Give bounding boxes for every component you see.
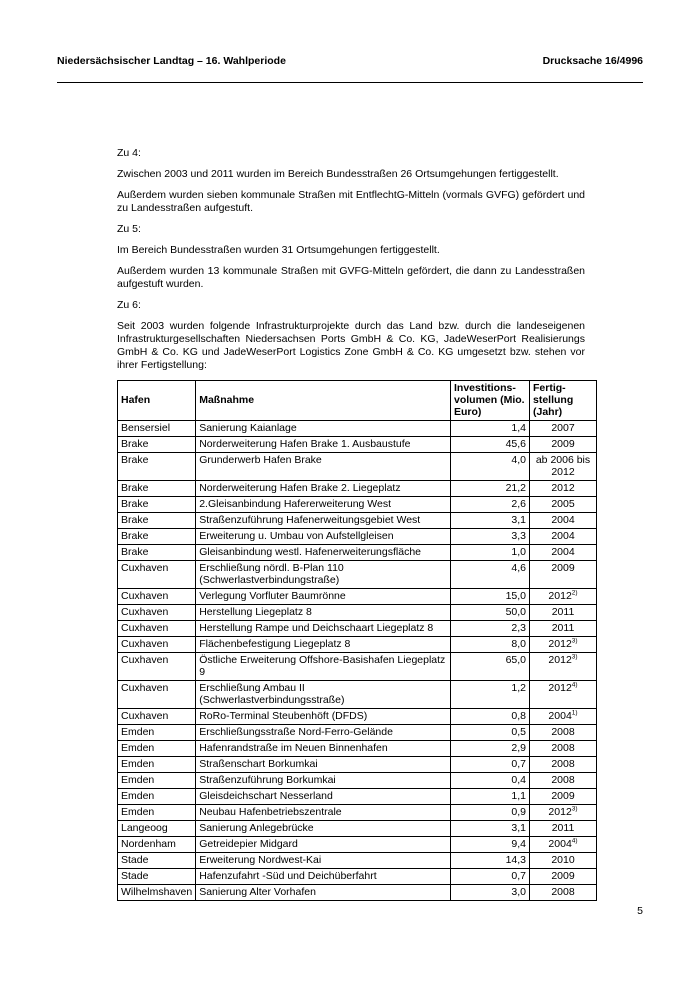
cell-fertigstellung-text: 2008 (551, 774, 575, 786)
cell-hafen (118, 821, 196, 837)
cell-massnahme-text: Erweiterung u. Umbau von Aufstellgleisen (199, 530, 394, 542)
footnote-marker: 3) (571, 805, 578, 813)
cell-investition (451, 561, 530, 589)
table-header-row (118, 381, 597, 421)
cell-fertigstellung-text: 2009 (551, 790, 575, 802)
cell-hafen (118, 437, 196, 453)
cell-fertigstellung-text: 2008 (551, 886, 575, 898)
column-header-investition: Investitions-volumen (Mio. Euro) (451, 381, 530, 421)
cell-fertigstellung (530, 621, 597, 637)
cell-hafen-text: Emden (121, 806, 155, 818)
footnote-marker: 4) (571, 837, 578, 845)
table-row (118, 789, 597, 805)
table-row (118, 605, 597, 621)
cell-fertigstellung (530, 589, 597, 605)
cell-investition-text: 4,0 (511, 454, 526, 466)
cell-hafen (118, 545, 196, 561)
cell-fertigstellung (530, 497, 597, 513)
table-row (118, 529, 597, 545)
cell-fertigstellung (530, 421, 597, 437)
table-row (118, 437, 597, 453)
cell-investition (451, 853, 530, 869)
cell-investition-text: 3,3 (511, 530, 526, 542)
table-row (118, 757, 597, 773)
cell-investition (451, 837, 530, 853)
cell-investition (451, 497, 530, 513)
cell-massnahme (196, 453, 451, 481)
cell-massnahme-text: Herstellung Liegeplatz 8 (199, 606, 312, 618)
cell-investition-text: 0,7 (511, 870, 526, 882)
cell-fertigstellung (530, 481, 597, 497)
cell-fertigstellung (530, 805, 597, 821)
cell-fertigstellung (530, 853, 597, 869)
cell-massnahme (196, 545, 451, 561)
cell-fertigstellung (530, 885, 597, 901)
cell-fertigstellung-text: ab 2006 bis 2012 (535, 454, 591, 478)
cell-hafen-text: Brake (121, 514, 149, 526)
cell-massnahme (196, 513, 451, 529)
cell-investition-text: 3,1 (511, 514, 526, 526)
cell-investition-text: 65,0 (505, 654, 526, 666)
cell-hafen (118, 421, 196, 437)
paragraph: Zu 4: (117, 147, 141, 159)
cell-massnahme-text: Gleisanbindung westl. Hafenerweiterungsfläche (199, 546, 422, 558)
cell-fertigstellung-text: 2004 (551, 546, 575, 558)
cell-massnahme (196, 757, 451, 773)
cell-massnahme-text: Gleisdeichschart Nesserland (199, 790, 333, 802)
cell-hafen-text: Cuxhaven (121, 710, 169, 722)
cell-hafen-text: Emden (121, 742, 155, 754)
cell-massnahme (196, 529, 451, 545)
cell-hafen-text: Brake (121, 498, 149, 510)
cell-massnahme (196, 789, 451, 805)
cell-fertigstellung-text: 2011 (551, 622, 575, 634)
cell-hafen (118, 453, 196, 481)
column-header-hafen: Hafen (118, 381, 196, 421)
cell-hafen (118, 481, 196, 497)
cell-investition (451, 805, 530, 821)
paragraph: Zu 5: (117, 223, 141, 235)
cell-investition (451, 621, 530, 637)
paragraph: Außerdem wurden sieben kommunale Straßen mit EntflechtG-Mitteln (vormals GVFG) gefördert und zu Landesstraßen aufgestuft. (117, 189, 585, 214)
cell-massnahme-text: Flächenbefestigung Liegeplatz 8 (199, 638, 351, 650)
cell-hafen (118, 789, 196, 805)
cell-hafen-text: Langeoog (121, 822, 168, 834)
cell-massnahme (196, 497, 451, 513)
cell-investition (451, 605, 530, 621)
cell-fertigstellung-text: 2012 (548, 638, 572, 650)
cell-hafen-text: Brake (121, 530, 149, 542)
cell-massnahme (196, 709, 451, 725)
cell-massnahme (196, 605, 451, 621)
cell-investition (451, 529, 530, 545)
cell-investition (451, 741, 530, 757)
cell-massnahme-text: Herstellung Rampe und Deichschaart Liegeplatz 8 (199, 622, 434, 634)
cell-fertigstellung-text: 2012 (548, 682, 572, 694)
header-title: Niedersächsischer Landtag – 16. Wahlperiode (57, 55, 286, 67)
table-row (118, 545, 597, 561)
cell-investition-text: 2,9 (511, 742, 526, 754)
paragraph: Zwischen 2003 und 2011 wurden im Bereich Bundesstraßen 26 Ortsumgehungen fertiggestellt. (117, 168, 559, 180)
cell-massnahme-text: Norderweiterung Hafen Brake 1. Ausbaustufe (199, 438, 411, 450)
cell-hafen (118, 869, 196, 885)
cell-hafen-text: Cuxhaven (121, 590, 169, 602)
cell-hafen-text: Brake (121, 454, 149, 466)
cell-fertigstellung (530, 513, 597, 529)
table-row (118, 885, 597, 901)
cell-hafen (118, 741, 196, 757)
cell-massnahme-text: Neubau Hafenbetriebszentrale (199, 806, 342, 818)
table-row (118, 453, 597, 481)
cell-investition (451, 653, 530, 681)
table-row (118, 821, 597, 837)
cell-investition-text: 0,4 (511, 774, 526, 786)
cell-hafen (118, 805, 196, 821)
paragraph: Im Bereich Bundesstraßen wurden 31 Ortsumgehungen fertiggestellt. (117, 244, 440, 256)
cell-massnahme (196, 741, 451, 757)
cell-fertigstellung-text: 2008 (551, 726, 575, 738)
table-row (118, 773, 597, 789)
cell-investition (451, 773, 530, 789)
table-row (118, 421, 597, 437)
header-drucksache: Drucksache 16/4996 (542, 55, 643, 67)
cell-fertigstellung (530, 437, 597, 453)
cell-hafen-text: Brake (121, 546, 149, 558)
cell-investition (451, 885, 530, 901)
cell-hafen-text: Wilhelmshaven (121, 886, 193, 898)
cell-massnahme (196, 773, 451, 789)
paragraph: Seit 2003 wurden folgende Infrastrukturprojekte durch das Land bzw. durch die landeseigenen Infrastrukturgesellschaften Niedersachsen Ports GmbH & Co. KG, JadeWeserPort Realisierungs GmbH & Co. KG und JadeWeserPort Logistics Zone GmbH & Co. KG umgesetzt bzw. stehen vor ihrer Fertigstellung: (117, 320, 585, 371)
cell-investition-text: 0,5 (511, 726, 526, 738)
table-row (118, 497, 597, 513)
cell-investition (451, 421, 530, 437)
table-row (118, 481, 597, 497)
cell-investition-text: 0,7 (511, 758, 526, 770)
cell-fertigstellung (530, 821, 597, 837)
cell-investition-text: 9,4 (511, 838, 526, 850)
cell-hafen-text: Brake (121, 482, 149, 494)
cell-massnahme-text: Straßenzuführung Hafenerweitungsgebiet West (199, 514, 421, 526)
cell-investition (451, 545, 530, 561)
cell-massnahme-text: Sanierung Kaianlage (199, 422, 297, 434)
cell-investition-text: 1,0 (511, 546, 526, 558)
cell-hafen (118, 885, 196, 901)
cell-hafen (118, 621, 196, 637)
cell-massnahme-text: Straßenschart Borkumkai (199, 758, 318, 770)
cell-hafen-text: Cuxhaven (121, 638, 169, 650)
cell-fertigstellung (530, 869, 597, 885)
cell-investition-text: 45,6 (505, 438, 526, 450)
cell-hafen (118, 709, 196, 725)
cell-fertigstellung-text: 2008 (551, 758, 575, 770)
cell-fertigstellung (530, 529, 597, 545)
cell-investition-text: 1,2 (511, 682, 526, 694)
table-row (118, 637, 597, 653)
cell-massnahme (196, 821, 451, 837)
cell-massnahme-text: Verlegung Vorfluter Baumrönne (199, 590, 346, 602)
cell-fertigstellung (530, 605, 597, 621)
cell-fertigstellung-text: 2004 (551, 530, 575, 542)
cell-fertigstellung (530, 757, 597, 773)
cell-massnahme-text: 2.Gleisanbindung Hafererweiterung West (199, 498, 392, 510)
cell-investition (451, 637, 530, 653)
table-row (118, 621, 597, 637)
cell-investition (451, 681, 530, 709)
cell-hafen (118, 513, 196, 529)
cell-massnahme-text: Norderweiterung Hafen Brake 2. Liegeplatz (199, 482, 401, 494)
cell-hafen-text: Emden (121, 790, 155, 802)
cell-investition (451, 789, 530, 805)
cell-fertigstellung-text: 2009 (551, 438, 575, 450)
cell-hafen-text: Stade (121, 870, 149, 882)
cell-massnahme (196, 853, 451, 869)
cell-hafen-text: Emden (121, 774, 155, 786)
cell-massnahme-text: Sanierung Alter Vorhafen (199, 886, 316, 898)
cell-investition (451, 757, 530, 773)
cell-hafen (118, 561, 196, 589)
cell-massnahme-text: Erweiterung Nordwest-Kai (199, 854, 322, 866)
cell-fertigstellung-text: 2012 (551, 482, 575, 494)
table-body (118, 421, 597, 901)
table-row (118, 837, 597, 853)
cell-investition-text: 2,3 (511, 622, 526, 634)
cell-fertigstellung (530, 773, 597, 789)
cell-massnahme (196, 885, 451, 901)
cell-investition (451, 869, 530, 885)
cell-massnahme-text: Hafenzufahrt -Süd und Deichüberfahrt (199, 870, 377, 882)
cell-hafen-text: Emden (121, 758, 155, 770)
page-header (57, 55, 643, 73)
cell-massnahme-text: Sanierung Anlegebrücke (199, 822, 314, 834)
cell-hafen-text: Cuxhaven (121, 654, 169, 666)
cell-fertigstellung-text: 2012 (548, 806, 572, 818)
cell-hafen (118, 605, 196, 621)
cell-massnahme-text: Grunderwerb Hafen Brake (199, 454, 322, 466)
column-header-massnahme: Maßnahme (196, 381, 451, 421)
cell-fertigstellung-text: 2004 (548, 710, 572, 722)
cell-hafen-text: Nordenham (121, 838, 176, 850)
cell-fertigstellung-text: 2010 (551, 854, 575, 866)
footnote-marker: 4) (571, 681, 578, 689)
cell-investition-text: 8,0 (511, 638, 526, 650)
cell-investition (451, 709, 530, 725)
cell-fertigstellung (530, 709, 597, 725)
table-row (118, 853, 597, 869)
cell-massnahme (196, 869, 451, 885)
cell-investition-text: 15,0 (505, 590, 526, 602)
cell-hafen (118, 725, 196, 741)
cell-fertigstellung (530, 725, 597, 741)
table-row (118, 561, 597, 589)
cell-fertigstellung-text: 2009 (551, 562, 575, 574)
cell-hafen-text: Emden (121, 726, 155, 738)
cell-hafen (118, 497, 196, 513)
cell-massnahme-text: RoRo-Terminal Steubenhöft (DFDS) (199, 710, 368, 722)
cell-hafen (118, 773, 196, 789)
cell-investition (451, 481, 530, 497)
cell-fertigstellung-text: 2005 (551, 498, 575, 510)
table-row (118, 805, 597, 821)
cell-hafen-text: Bensersiel (121, 422, 171, 434)
infrastructure-table (117, 380, 597, 901)
cell-fertigstellung (530, 561, 597, 589)
cell-fertigstellung (530, 741, 597, 757)
table-row (118, 513, 597, 529)
cell-massnahme (196, 589, 451, 605)
table-row (118, 869, 597, 885)
cell-fertigstellung-text: 2008 (551, 742, 575, 754)
cell-fertigstellung-text: 2004 (551, 514, 575, 526)
cell-massnahme-text: Hafenrandstraße im Neuen Binnenhafen (199, 742, 388, 754)
cell-hafen (118, 837, 196, 853)
cell-fertigstellung (530, 453, 597, 481)
table-row (118, 709, 597, 725)
cell-fertigstellung-text: 2007 (551, 422, 575, 434)
cell-hafen-text: Stade (121, 854, 149, 866)
cell-investition (451, 437, 530, 453)
cell-massnahme (196, 805, 451, 821)
cell-hafen (118, 681, 196, 709)
page-number: 5 (637, 905, 643, 917)
cell-investition-text: 1,4 (511, 422, 526, 434)
cell-fertigstellung-text: 2011 (551, 606, 575, 618)
cell-investition (451, 453, 530, 481)
cell-fertigstellung-text: 2012 (548, 654, 572, 666)
cell-investition-text: 0,9 (511, 806, 526, 818)
cell-fertigstellung (530, 681, 597, 709)
cell-investition-text: 2,6 (511, 498, 526, 510)
cell-massnahme (196, 637, 451, 653)
document-body (117, 147, 591, 901)
footnote-marker: 2) (571, 589, 578, 597)
cell-investition-text: 0,8 (511, 710, 526, 722)
cell-investition-text: 4,6 (511, 562, 526, 574)
cell-hafen (118, 653, 196, 681)
cell-investition-text: 50,0 (505, 606, 526, 618)
cell-fertigstellung-text: 2012 (548, 590, 572, 602)
cell-massnahme (196, 837, 451, 853)
header-divider (57, 82, 643, 83)
cell-massnahme-text: Östliche Erweiterung Offshore-Basishafen Liegeplatz 9 (199, 654, 446, 678)
cell-fertigstellung (530, 837, 597, 853)
cell-investition (451, 589, 530, 605)
cell-fertigstellung (530, 545, 597, 561)
table-row (118, 681, 597, 709)
cell-fertigstellung-text: 2009 (551, 870, 575, 882)
cell-fertigstellung (530, 637, 597, 653)
cell-massnahme (196, 681, 451, 709)
cell-massnahme-text: Straßenzuführung Borkumkai (199, 774, 336, 786)
cell-investition-text: 3,0 (511, 886, 526, 898)
cell-investition-text: 14,3 (505, 854, 526, 866)
table-row (118, 725, 597, 741)
cell-hafen (118, 757, 196, 773)
cell-fertigstellung-text: 2011 (551, 822, 575, 834)
paragraph: Außerdem wurden 13 kommunale Straßen mit GVFG-Mitteln gefördert, die dann zu Landesstraßen aufgestuft wurden. (117, 265, 585, 290)
cell-hafen-text: Cuxhaven (121, 682, 169, 694)
cell-massnahme (196, 561, 451, 589)
cell-massnahme (196, 481, 451, 497)
cell-fertigstellung (530, 653, 597, 681)
cell-investition (451, 725, 530, 741)
cell-massnahme-text: Erschließungsstraße Nord-Ferro-Gelände (199, 726, 393, 738)
cell-massnahme (196, 725, 451, 741)
cell-investition-text: 3,1 (511, 822, 526, 834)
cell-hafen-text: Cuxhaven (121, 562, 169, 574)
cell-massnahme (196, 437, 451, 453)
table-row (118, 589, 597, 605)
column-header-fertigstellung: Fertig-stellung (Jahr) (530, 381, 597, 421)
footnote-marker: 1) (571, 709, 578, 717)
cell-hafen (118, 589, 196, 605)
footnote-marker: 3) (571, 637, 578, 645)
cell-massnahme (196, 653, 451, 681)
cell-hafen (118, 637, 196, 653)
cell-massnahme-text: Erschließung nördl. B-Plan 110 (Schwerlastverbindungstraße) (199, 562, 344, 586)
cell-fertigstellung-text: 2004 (548, 838, 572, 850)
cell-hafen-text: Cuxhaven (121, 622, 169, 634)
cell-investition-text: 21,2 (505, 482, 526, 494)
cell-hafen (118, 529, 196, 545)
cell-hafen-text: Cuxhaven (121, 606, 169, 618)
cell-massnahme-text: Erschließung Ambau II (Schwerlastverbindungsstraße) (199, 682, 345, 706)
table-row (118, 653, 597, 681)
footnote-marker: 3) (571, 653, 578, 661)
cell-investition (451, 821, 530, 837)
cell-hafen (118, 853, 196, 869)
cell-massnahme-text: Getreidepier Midgard (199, 838, 298, 850)
cell-investition-text: 1,1 (511, 790, 526, 802)
cell-investition (451, 513, 530, 529)
paragraph: Zu 6: (117, 299, 141, 311)
cell-massnahme (196, 621, 451, 637)
table-row (118, 741, 597, 757)
cell-massnahme (196, 421, 451, 437)
cell-hafen-text: Brake (121, 438, 149, 450)
cell-fertigstellung (530, 789, 597, 805)
